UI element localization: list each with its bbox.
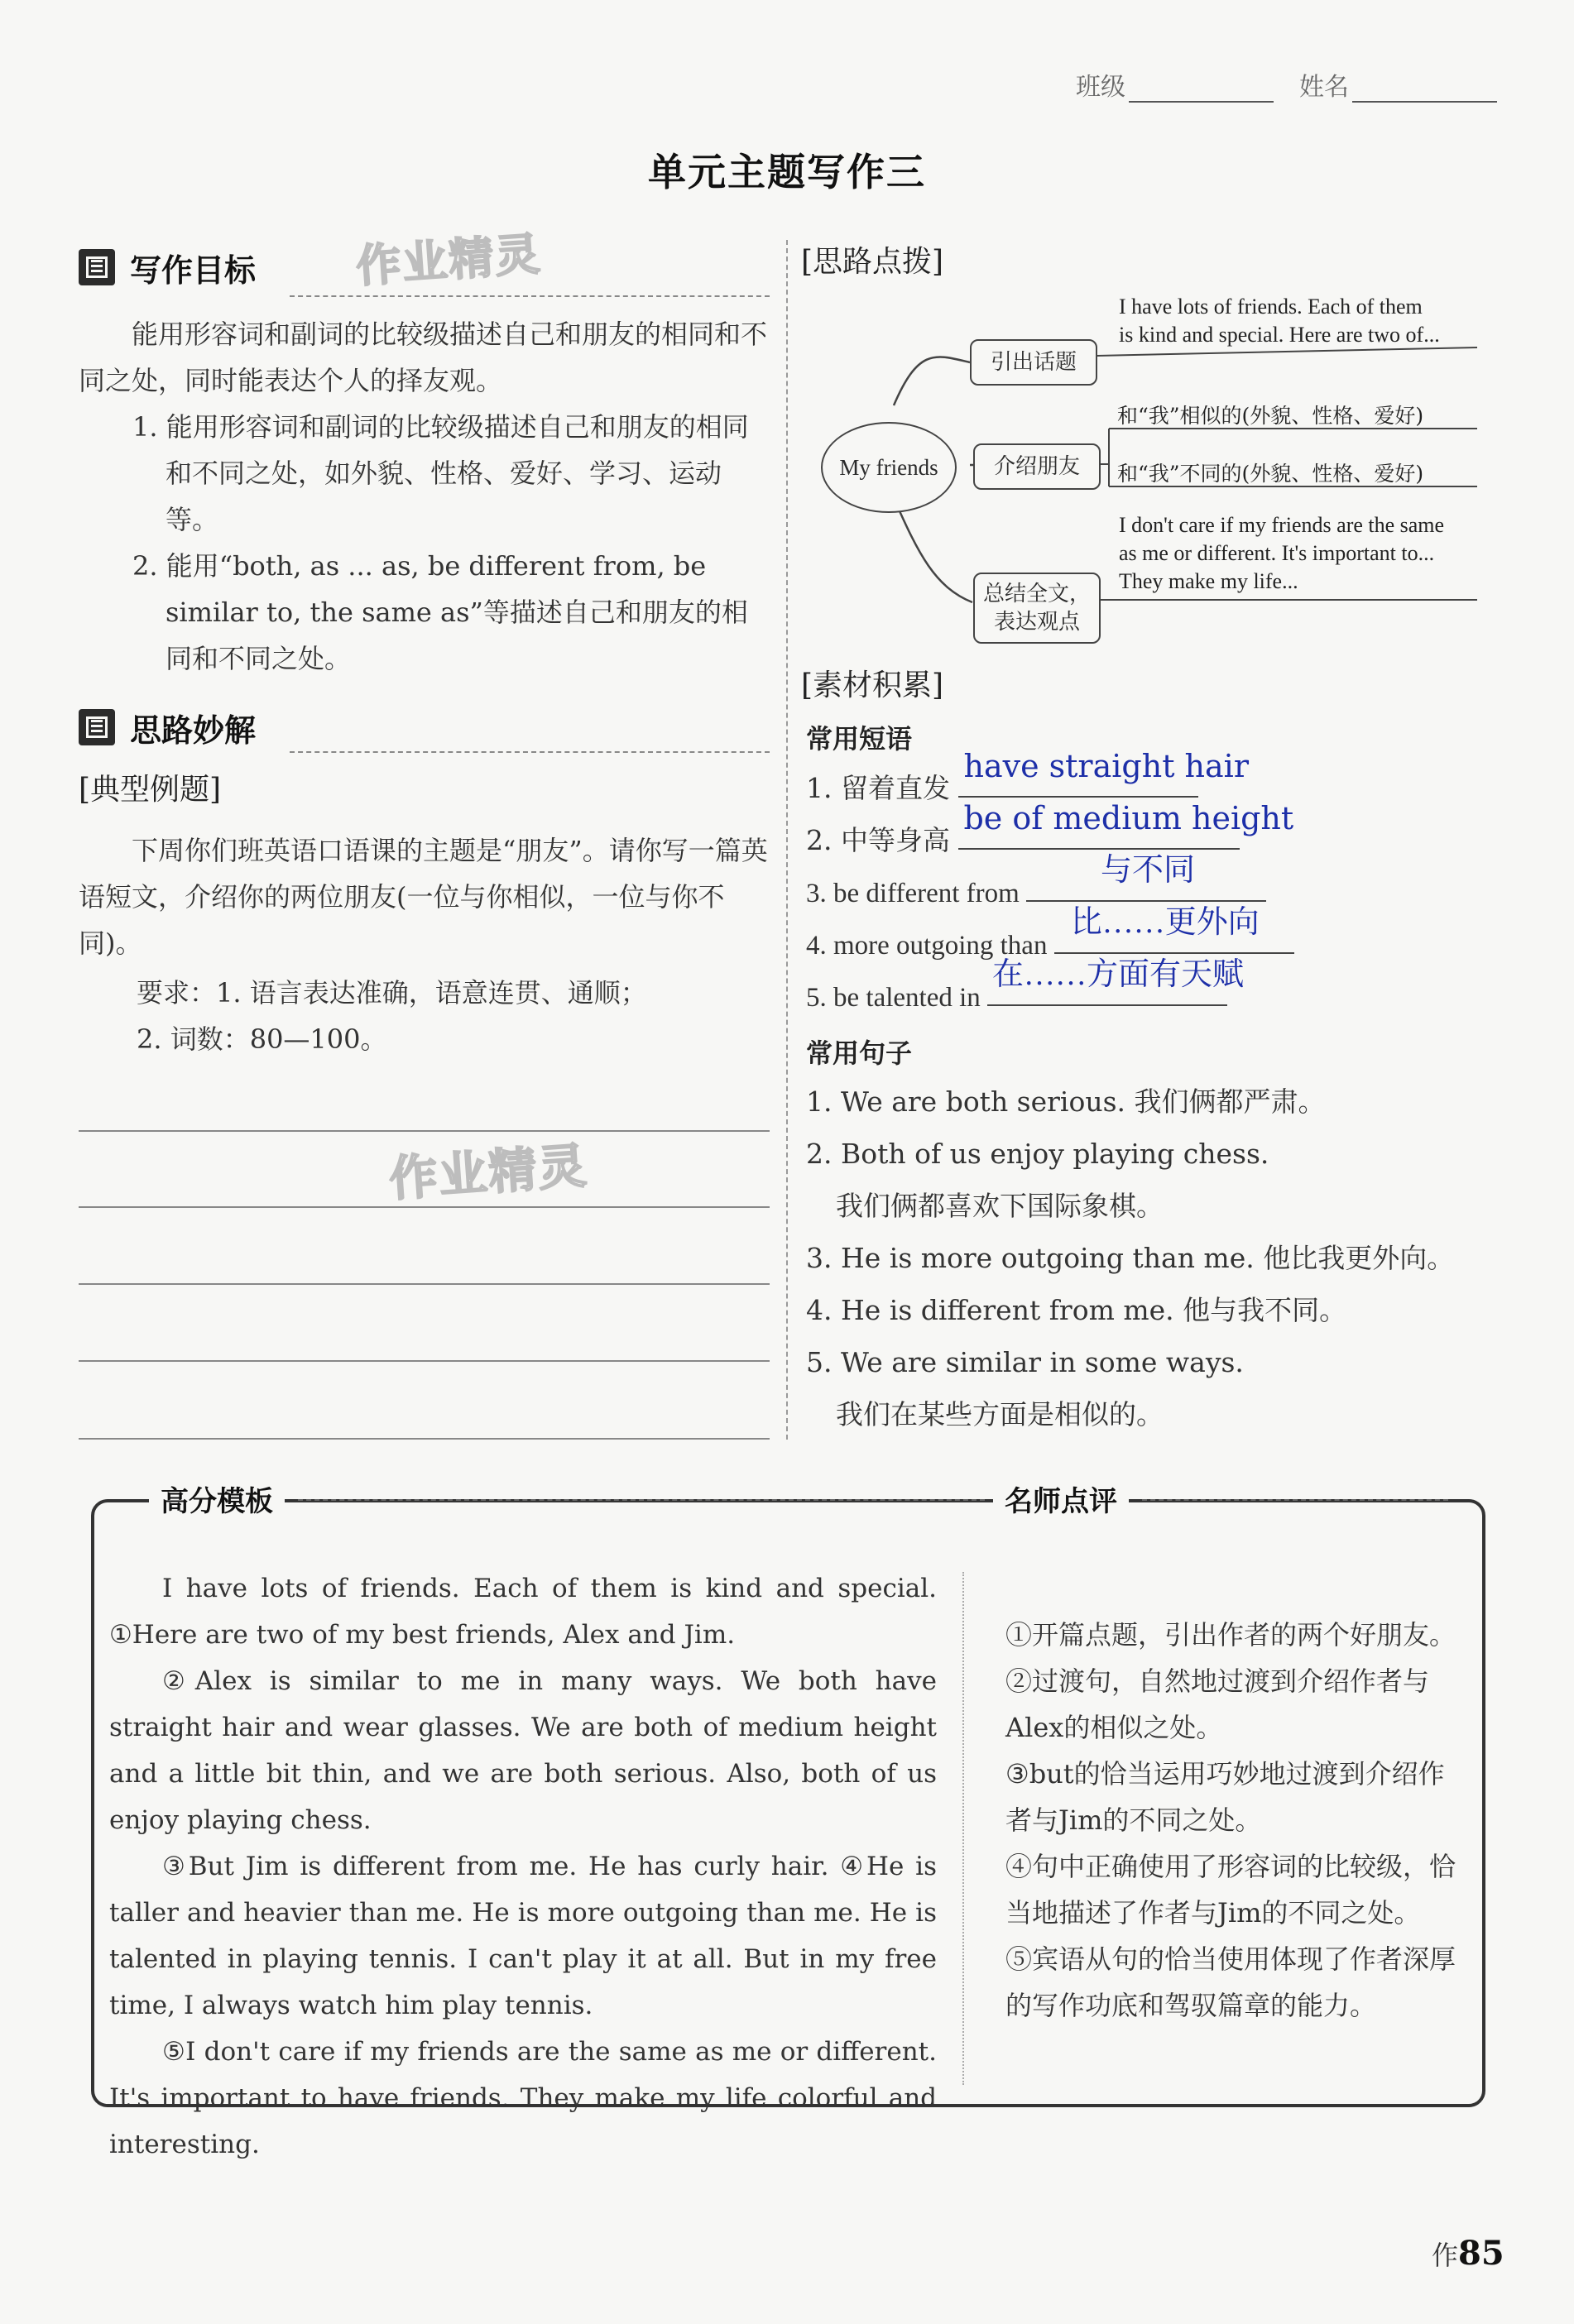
- name-blank: [1352, 74, 1497, 103]
- phrase-4: 4. more outgoing than 比……更外向: [806, 918, 1294, 967]
- writing-line: [79, 1360, 770, 1362]
- mindmap-summary-line-2: as me or different. It's important to...: [1119, 541, 1435, 565]
- sentence-3: 3. He is more outgoing than me. 他比我更外向。: [806, 1242, 1455, 1274]
- phrase-5: 5. be talented in 在……方面有天赋: [806, 957, 1245, 1013]
- mindmap-center: My friends: [821, 422, 957, 513]
- mindmap-summary-line-1: I don't care if my friends are the same: [1119, 513, 1445, 537]
- approach-header: 思路妙解: [79, 700, 256, 755]
- page-title: 单元主题写作三: [648, 150, 926, 194]
- mindmap-different: 和“我”不同的(外貌、性格、爱好): [1117, 462, 1424, 486]
- sentence-1: 1. We are both serious. 我们俩都严肃。: [806, 1085, 1326, 1118]
- goal-item-1: 1. 能用形容词和副词的比较级描述自己和朋友的相同和不同之处，如外貌、性格、爱好、学习、运动等。: [132, 411, 749, 535]
- column-divider: [786, 240, 788, 1440]
- answer-blank: 比……更外向: [1054, 918, 1294, 954]
- comment-4: ④句中正确使用了形容词的比较级，恰当地描述了作者与Jim的不同之处。: [1005, 1851, 1456, 1929]
- mindmap-summary-line-3: They make my life...: [1119, 569, 1298, 593]
- mindmap-branch-friends: 介绍朋友: [973, 443, 1101, 490]
- essay-paragraph-1: I have lots of friends. Each of them is kind and special. ①Here are two of my best friends, Alex and Jim.: [109, 1574, 937, 1650]
- example-label: [典型例题]: [79, 773, 222, 807]
- teacher-comments: [1005, 1612, 1465, 2029]
- phrases-title: 常用短语: [806, 723, 913, 755]
- comment-1: ①开篇点题，引出作者的两个好朋友。: [1005, 1619, 1456, 1651]
- frame-divider: [962, 1572, 964, 2085]
- writing-line: [79, 1130, 770, 1132]
- frame-rule: [1142, 1499, 1448, 1501]
- comment-2: ②过渡句，自然地过渡到介绍作者与Alex的相似之处。: [1005, 1665, 1430, 1743]
- sentence-2: 2. Both of us enjoy playing chess.: [806, 1138, 1269, 1170]
- example-req-2: 2. 词数：80—100。: [137, 1023, 387, 1055]
- essay-paragraph-3: ③But Jim is different from me. He has curly hair. ④He is taller and heavier than me. He is more outgoing than me. He is talented in playing tennis. I can't play it at all. But in my free time, I always watch him play tennis.: [109, 1852, 937, 2020]
- section-rule: [290, 295, 770, 297]
- class-field: 班级: [1076, 66, 1274, 103]
- name-field: 姓名: [1299, 66, 1497, 103]
- template-label: 高分模板: [149, 1478, 285, 1519]
- comment-5: ⑤宾语从句的恰当使用体现了作者深厚的写作功底和驾驭篇章的能力。: [1005, 1943, 1456, 2021]
- mindmap-branch-summary: 总结全文， 表达观点: [973, 573, 1101, 644]
- writing-line: [79, 1283, 770, 1285]
- model-essay: [109, 1565, 937, 2168]
- mindmap-topic-line-1: I have lots of friends. Each of them: [1119, 295, 1423, 319]
- comments-label: 名师点评: [993, 1478, 1129, 1519]
- sentence-5-translation: 我们在某些方面是相似的。: [836, 1398, 1164, 1430]
- frame-rule: [298, 1499, 985, 1501]
- phrase-3: 3. be different from 与不同: [806, 865, 1266, 915]
- mindmap-topic-line-2: is kind and special. Here are two of...: [1119, 323, 1440, 347]
- section-rule: [290, 751, 770, 753]
- goal-header: 写作目标: [79, 240, 256, 295]
- materials-label: [素材积累]: [801, 668, 944, 702]
- mindmap-similar: 和“我”相似的(外貌、性格、爱好): [1117, 404, 1424, 428]
- watermark: 作业精灵: [387, 1137, 590, 1208]
- mindmap-label: [思路点拨]: [801, 245, 944, 279]
- goal-intro: 能用形容词和副词的比较级描述自己和朋友的相同和不同之处，同时能表达个人的择友观。: [79, 319, 768, 396]
- phrase-1: 1. 留着直发 have straight hair: [806, 748, 1249, 804]
- watermark: 作业精灵: [354, 227, 544, 293]
- sentence-4: 4. He is different from me. 他与我不同。: [806, 1294, 1347, 1326]
- essay-paragraph-4: ⑤I don't care if my friends are the same as me or different. It's important to have friends. They make my life colorful and interesting.: [109, 2037, 937, 2159]
- answer-blank: be of medium height: [958, 813, 1240, 850]
- sentence-5: 5. We are similar in some ways.: [806, 1346, 1244, 1378]
- mindmap-branch-topic: 引出话题: [970, 339, 1097, 386]
- sentences-title: 常用句子: [806, 1037, 913, 1069]
- goal-item-2: 2. 能用“both, as ... as, be different from, be similar to, the same as”等描述自己和朋友的相同和不同之处。: [132, 550, 748, 674]
- comment-3: ③but的恰当运用巧妙地过渡到介绍作者与Jim的不同之处。: [1005, 1758, 1445, 1836]
- page-number: 作85: [1432, 2234, 1504, 2273]
- section-icon: [79, 249, 115, 285]
- class-blank: [1129, 74, 1274, 103]
- phrase-2: 2. 中等身高 be of medium height: [806, 800, 1294, 856]
- answer-blank: 与不同: [1026, 865, 1266, 902]
- sentence-2-translation: 我们俩都喜欢下国际象棋。: [836, 1190, 1164, 1222]
- writing-line: [79, 1438, 770, 1440]
- section-icon: [79, 709, 115, 745]
- answer-blank: 在……方面有天赋: [987, 970, 1227, 1006]
- writing-line: [79, 1206, 770, 1208]
- example-task: 下周你们班英语口语课的主题是“朋友”。请你写一篇英语短文，介绍你的两位朋友(一位与你相似，一位与你不同)。: [79, 835, 768, 959]
- answer-blank: have straight hair: [958, 761, 1198, 798]
- example-req-1: 要求：1. 语言表达准确，语意连贯、通顺；: [137, 977, 647, 1009]
- essay-paragraph-2: ②Alex is similar to me in many ways. We both have straight hair and wear glasses. We are both of medium height and a little bit thin, and we are both serious. Also, both of us enjoy playing chess.: [109, 1666, 937, 1835]
